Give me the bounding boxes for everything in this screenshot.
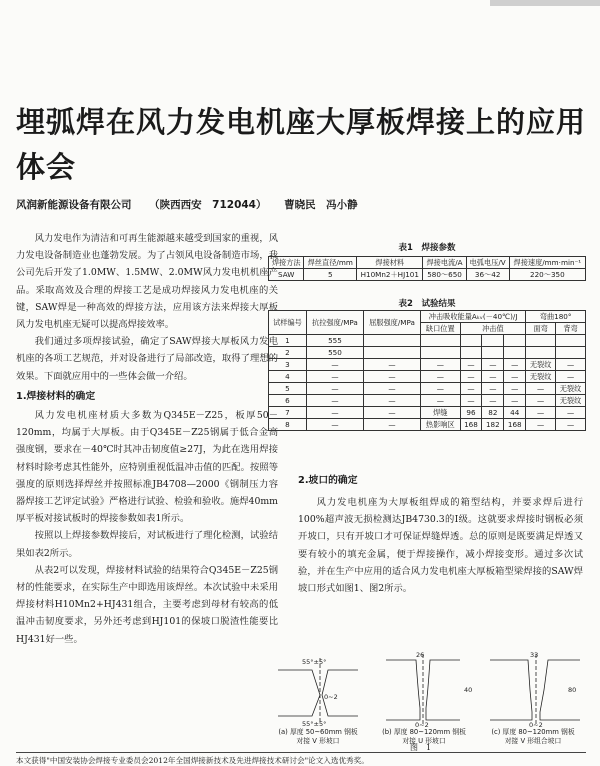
table-cell bbox=[482, 347, 504, 359]
table-cell: 6 bbox=[269, 395, 307, 407]
table-header-row bbox=[269, 311, 586, 323]
table-header: 弯曲180° bbox=[526, 311, 586, 323]
table-header: 焊接电流/A bbox=[423, 257, 466, 269]
table-cell: SAW bbox=[269, 269, 304, 281]
table-cell: 82 bbox=[482, 407, 504, 419]
table2 bbox=[268, 310, 586, 431]
table-row bbox=[269, 419, 586, 431]
table-cell: — bbox=[363, 419, 420, 431]
groove-a-outline bbox=[278, 670, 320, 716]
dim-label-b-top: 26 bbox=[416, 651, 425, 659]
table-cell: — bbox=[556, 407, 586, 419]
dim-label-c-top: 33 bbox=[530, 651, 539, 659]
right-column bbox=[298, 494, 583, 597]
table-cell: — bbox=[526, 407, 556, 419]
table-cell bbox=[421, 347, 460, 359]
table-cell: — bbox=[421, 371, 460, 383]
footnote: 本文获得"中国安装协会焊接专业委员会2012年全国焊接新技术及先进焊接技术研讨会"论文入选优秀奖。 bbox=[16, 752, 586, 766]
figure-caption-b: (b) 厚度 80~120mm 钢板 对接 U 形坡口 bbox=[382, 728, 466, 745]
table-cell: — bbox=[526, 419, 556, 431]
table-cell bbox=[526, 335, 556, 347]
groove-b-outline bbox=[426, 660, 460, 720]
table-header: 面弯 bbox=[526, 323, 556, 335]
dim-label-b-gap: 0~2 bbox=[415, 721, 429, 728]
table-cell bbox=[482, 335, 504, 347]
author-place: （陕西西安 712044） bbox=[149, 199, 267, 211]
table-cell: 220～350 bbox=[509, 269, 585, 281]
table-cell: 5 bbox=[269, 383, 307, 395]
table2-body bbox=[269, 335, 586, 431]
table-cell: 无裂纹 bbox=[556, 395, 586, 407]
table-cell: — bbox=[482, 359, 504, 371]
table-cell: 5 bbox=[304, 269, 357, 281]
table-cell: 焊缝 bbox=[421, 407, 460, 419]
table-header: 焊接速度/mm·min⁻¹ bbox=[509, 257, 585, 269]
section-heading-2: 2.坡口的确定 bbox=[298, 475, 358, 486]
table-cell: 7 bbox=[269, 407, 307, 419]
dim-label-c-gap: 0~2 bbox=[529, 721, 543, 728]
paragraph: 我们通过多项焊接试验，确定了SAW焊接大厚板风力发电机座的各项工艺规范，并对设备进行了局部改造，取得了理想的效果。下面就应用中的一些体会做一介绍。 bbox=[16, 336, 278, 382]
table-cell: — bbox=[306, 419, 363, 431]
table-cell: 580～650 bbox=[423, 269, 466, 281]
table2-caption: 表2 试验结果 bbox=[398, 299, 456, 309]
table-cell: — bbox=[504, 395, 526, 407]
table-cell bbox=[460, 347, 482, 359]
table-cell bbox=[526, 347, 556, 359]
table-cell: 8 bbox=[269, 419, 307, 431]
table-cell: — bbox=[421, 359, 460, 371]
table-cell: 3 bbox=[269, 359, 307, 371]
table-header-row bbox=[269, 257, 586, 269]
figure-label: 图 1 bbox=[410, 743, 432, 752]
table-cell: 96 bbox=[460, 407, 482, 419]
dim-label-a-top: 55°±5° bbox=[302, 658, 327, 666]
table1 bbox=[268, 256, 586, 281]
paragraph: 从表2可以发现，焊接材料试验的结果符合Q345E－Z25钢材的性能要求，在实际生产中即选用该焊丝。本次试验中未采用焊接材料H10Mn2+HJ431组合，主要考虑到母材有较高的低温冲击韧度要求，另外还考虑到HJ101的保坡口脱渣性能要比HJ431好一些。 bbox=[16, 564, 278, 645]
table-header: 焊接方法 bbox=[269, 257, 304, 269]
paragraph: 按照以上焊接参数焊接后，对试板进行了理化检测，试验结果如表2所示。 bbox=[16, 530, 278, 559]
page-edge bbox=[490, 0, 600, 6]
table-cell: — bbox=[504, 371, 526, 383]
table-cell: 555 bbox=[306, 335, 363, 347]
groove-c-outline bbox=[490, 660, 532, 720]
table-cell bbox=[363, 347, 420, 359]
dim-label-a-gap: 0~2 bbox=[324, 693, 338, 701]
table-cell: — bbox=[482, 383, 504, 395]
author-line bbox=[16, 197, 586, 212]
table-cell: — bbox=[363, 371, 420, 383]
dim-label-a-bot: 55°±5° bbox=[302, 720, 327, 728]
table-header: 电弧电压/V bbox=[466, 257, 509, 269]
author-org: 风润新能源设备有限公司 bbox=[16, 199, 132, 211]
table-header: 缺口位置 bbox=[421, 323, 460, 335]
table-cell bbox=[556, 347, 586, 359]
table-cell bbox=[460, 335, 482, 347]
figure-caption-c: (c) 厚度 80~120mm 钢板 对接 V 形组合坡口 bbox=[491, 728, 575, 745]
table-cell: 168 bbox=[504, 419, 526, 431]
table-cell: 2 bbox=[269, 347, 307, 359]
groove-b-outline bbox=[386, 660, 420, 720]
table-cell bbox=[421, 335, 460, 347]
table-cell: — bbox=[363, 407, 420, 419]
table-row bbox=[269, 383, 586, 395]
table-cell: — bbox=[363, 359, 420, 371]
table-header: 屈服强度/MPa bbox=[363, 311, 420, 335]
figure-1-drawing bbox=[268, 650, 586, 728]
table-cell: — bbox=[482, 395, 504, 407]
table-cell: 550 bbox=[306, 347, 363, 359]
table-cell: — bbox=[556, 359, 586, 371]
table-cell: — bbox=[306, 371, 363, 383]
table-cell bbox=[504, 335, 526, 347]
table-row bbox=[269, 347, 586, 359]
table-header: 冲击吸收能量Aₖᵥ(－40℃)/J bbox=[421, 311, 526, 323]
table-header: 背弯 bbox=[556, 323, 586, 335]
table-cell: 4 bbox=[269, 371, 307, 383]
table-cell: — bbox=[482, 371, 504, 383]
paragraph: 风力发电机座为大厚板组焊成的箱型结构，并要求焊后进行100%超声波无损检测达JB4730.3的Ⅰ级。这就要求焊接时钢板必须开坡口，只有开坡口才可保证焊缝焊透。总的原则是既要满足焊透又要有较小的填充金属，便于焊接操作，减小焊接变形。通过多次试验，并在生产中应用的适合风力发电机座大厚板箱型梁焊接的SAW焊坡口形式如图1、图2所示。 bbox=[298, 497, 583, 595]
table-row bbox=[269, 335, 586, 347]
table-header: 焊丝直径/mm bbox=[304, 257, 357, 269]
table-cell: 无裂纹 bbox=[526, 359, 556, 371]
table-cell: — bbox=[460, 359, 482, 371]
table-cell: 44 bbox=[504, 407, 526, 419]
table-cell: — bbox=[556, 371, 586, 383]
paragraph: 风力发电机座材质大多数为Q345E－Z25，板厚50－120mm，均属于大厚板。由于Q345E－Z25钢属于低合金高强度钢，要求在－40℃时其冲击韧度值≥27J，为此在选用焊接材料时除考虑其性能外，应特别重视低温冲击值的匹配。按照等强度的原则选择焊丝并按照标准JB4708—2000《钢制压力容器焊接工艺评定试验》严格进行试验、检验和验收。施焊40mm厚平板对接试板时的焊接参数如表1所示。 bbox=[16, 410, 278, 525]
table-cell: — bbox=[306, 383, 363, 395]
table-cell: 1 bbox=[269, 335, 307, 347]
table-cell: 无裂纹 bbox=[556, 383, 586, 395]
dim-label-b-dim: 40 bbox=[464, 686, 473, 694]
table-cell bbox=[363, 335, 420, 347]
table-cell: — bbox=[306, 359, 363, 371]
table-cell: — bbox=[460, 395, 482, 407]
table1-caption: 表1 焊接参数 bbox=[398, 243, 456, 253]
section-heading-1: 1.焊接材料的确定 bbox=[16, 390, 96, 402]
table-cell: H10Mn2＋HJ101 bbox=[357, 269, 423, 281]
table-cell: — bbox=[363, 383, 420, 395]
table-cell: — bbox=[526, 395, 556, 407]
table-cell: 无裂纹 bbox=[526, 371, 556, 383]
table-cell: — bbox=[526, 383, 556, 395]
paragraph: 风力发电作为清洁和可再生能源越来越受到国家的重视，风力发电设备制造业也蓬勃发展。为了占领风电设备制造市场，我公司先后开发了1.0MW、1.5MW、2.0MW风力发电机机座产品。采取高效及合理的焊接工艺是成功焊接风力发电机座的关键，SAW焊是一种高效的焊接方法，应用该方法来焊接大厚板风力发电机座无疑可以提高焊接效率。 bbox=[16, 233, 278, 331]
table-row bbox=[269, 371, 586, 383]
article-title: 埋弧焊在风力发电机座大厚板焊接上的应用体会 bbox=[16, 105, 587, 184]
table-header: 抗拉强度/MPa bbox=[306, 311, 363, 335]
figure-caption-a: (a) 厚度 50~60mm 钢板 对接 V 形坡口 bbox=[278, 728, 358, 745]
table-row bbox=[269, 359, 586, 371]
table-cell: — bbox=[460, 371, 482, 383]
figure-1 bbox=[268, 650, 586, 728]
table-cell: 热影响区 bbox=[421, 419, 460, 431]
table-cell: — bbox=[363, 395, 420, 407]
table-cell bbox=[556, 335, 586, 347]
table-cell: — bbox=[504, 359, 526, 371]
left-column bbox=[16, 230, 278, 648]
table-cell: — bbox=[421, 383, 460, 395]
table-header: 焊接材料 bbox=[357, 257, 423, 269]
table-cell: — bbox=[421, 395, 460, 407]
table-cell: — bbox=[556, 419, 586, 431]
table-cell: 36～42 bbox=[466, 269, 509, 281]
table-cell: — bbox=[306, 395, 363, 407]
table-header: 冲击值 bbox=[460, 323, 526, 335]
table-cell: 182 bbox=[482, 419, 504, 431]
author-names: 曹晓民 冯小静 bbox=[284, 199, 358, 211]
table-row bbox=[269, 407, 586, 419]
table-cell: — bbox=[504, 383, 526, 395]
table-header: 试样编号 bbox=[269, 311, 307, 335]
table-cell: — bbox=[460, 383, 482, 395]
table-cell bbox=[504, 347, 526, 359]
table-row bbox=[269, 269, 586, 281]
table-cell: 168 bbox=[460, 419, 482, 431]
table-row bbox=[269, 395, 586, 407]
dim-label-c-dim: 80 bbox=[568, 686, 577, 694]
table-cell: — bbox=[306, 407, 363, 419]
